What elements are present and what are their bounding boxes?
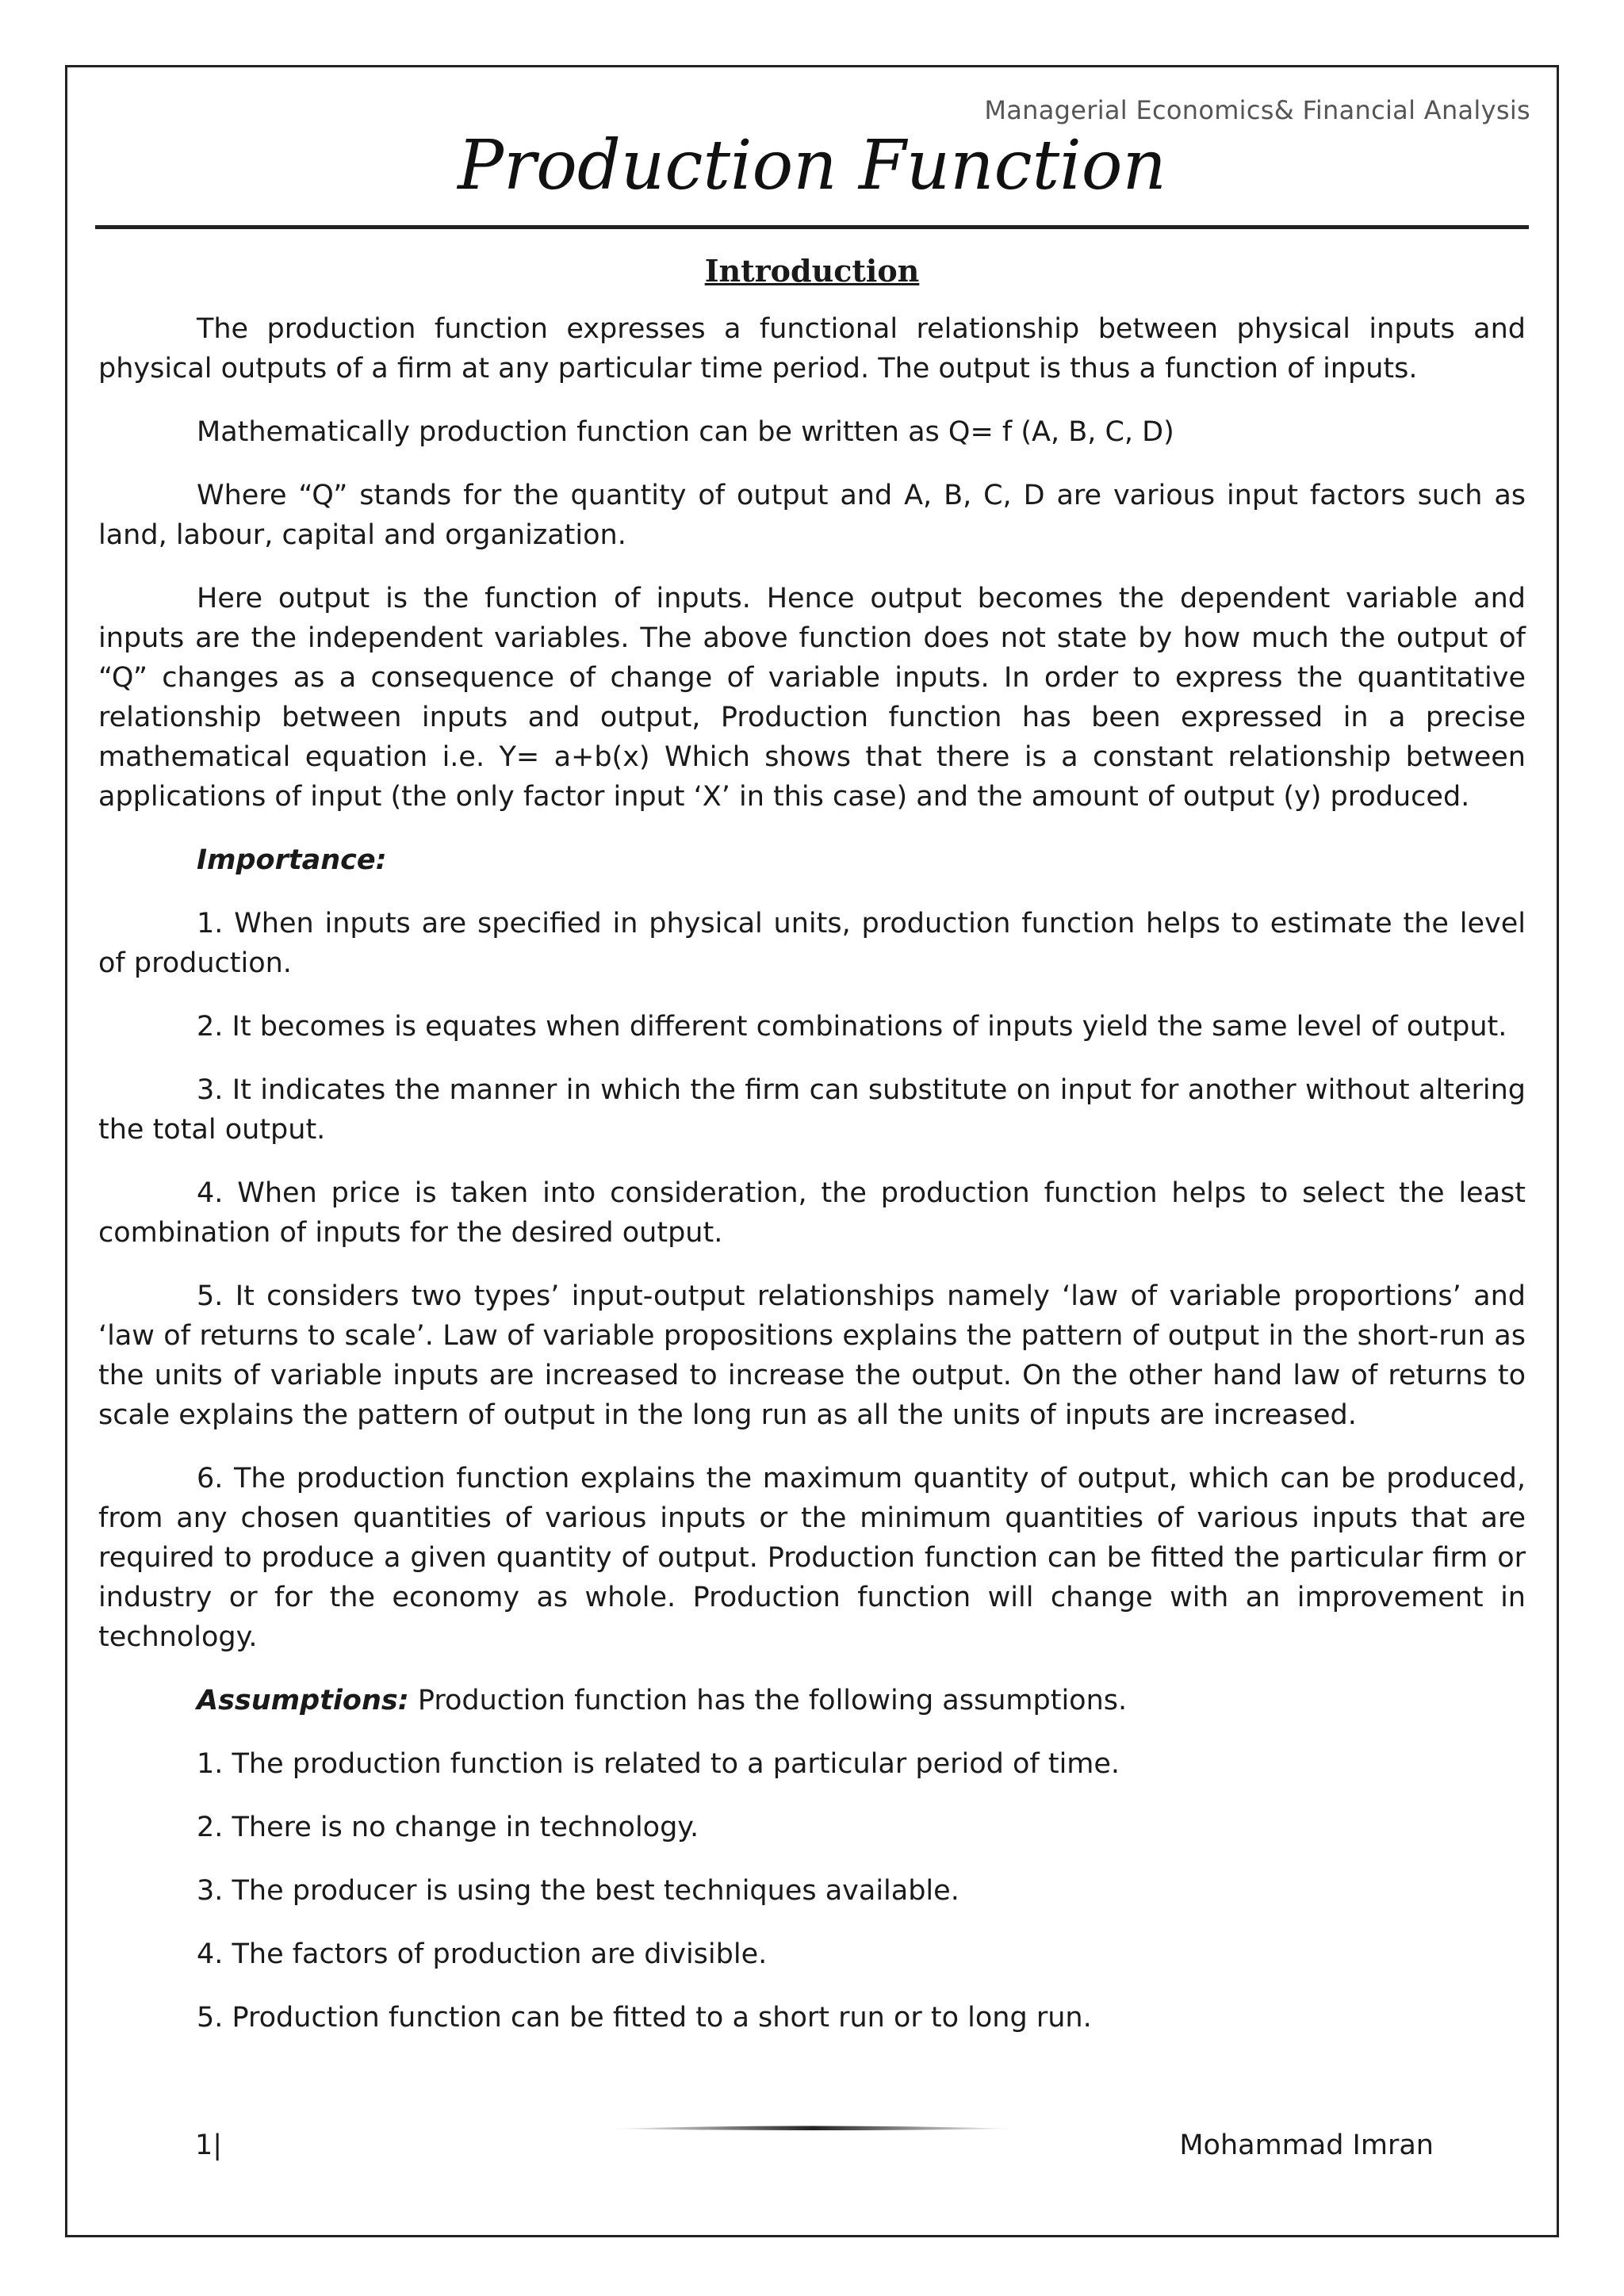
- assumptions-lead: Production function has the following assumptions.: [408, 1685, 1128, 1716]
- running-head: Managerial Economics& Financial Analysis: [984, 95, 1530, 125]
- assumption-item: 3. The producer is using the best techniques available.: [197, 1875, 959, 1907]
- document-body: [98, 247, 1526, 2061]
- document-title: Production Function: [458, 126, 1166, 205]
- assumption-item: 2. There is no change in technology.: [197, 1812, 699, 1843]
- intro-paragraph-1: The production function expresses a functional relationship between physical inputs and physical outputs of a firm at any particular time period. The output is thus a function of inputs.: [98, 313, 1526, 385]
- assumption-item: 5. Production function can be fitted to a short run or to long run.: [197, 2002, 1092, 2034]
- intro-paragraph-4: Here output is the function of inputs. Hence output becomes the dependent variable and inputs are the independent variables. The above function does not state by how much the output of “Q” changes as a consequence of change of variable inputs. In order to express the quantitative relationship between inputs and output, Production function has been expressed in a precise mathematical equation i.e. Y= a+b(x) Which shows that there is a constant relationship between applications of input (the only factor input ‘X’ in this case) and the amount of output (y) produced.: [98, 583, 1526, 813]
- assumptions-heading: Assumptions:: [197, 1685, 409, 1716]
- assumption-item: 4. The factors of production are divisible.: [197, 1938, 768, 1970]
- title-rule: [95, 225, 1529, 229]
- importance-item: 2. It becomes is equates when different combinations of inputs yield the same level of output.: [197, 1011, 1507, 1043]
- importance-heading: Importance:: [197, 844, 387, 876]
- importance-item: 6. The production function explains the maximum quantity of output, which can be produced, from any chosen quantities of various inputs or the minimum quantities of various inputs that are required to produce a given quantity of output. Production function can be fitted the particular firm or industry or for the economy as whole. Production function will change with an improvement in technology.: [98, 1463, 1526, 1653]
- footer-author: Mohammad Imran: [1179, 2130, 1434, 2161]
- assumptions-intro: [98, 1681, 1526, 1720]
- page-number: 1|: [195, 2130, 223, 2161]
- importance-item: 3. It indicates the manner in which the firm can substitute on input for another without altering the total output.: [98, 1074, 1526, 1146]
- importance-heading-line: [98, 840, 1526, 880]
- assumption-item: 1. The production function is related to a particular period of time.: [197, 1748, 1120, 1780]
- intro-formula-paragraph: Mathematically production function can be written as Q= f (A, B, C, D): [197, 416, 1174, 448]
- footer-ornament: [611, 2123, 1015, 2134]
- importance-item: 4. When price is taken into consideration, the production function helps to select the least combination of inputs for the desired output.: [98, 1177, 1526, 1249]
- importance-item: 1. When inputs are specified in physical units, production function helps to estimate the level of production.: [98, 908, 1526, 979]
- importance-item: 5. It considers two types’ input-output relationships namely ‘law of variable proportions’ and ‘law of returns to scale’. Law of variable propositions explains the pattern of output in the short-run as the units of variable inputs are increased to increase the output. On the other hand law of returns to scale explains the pattern of output in the long run as all the units of inputs are increased.: [98, 1280, 1526, 1431]
- introduction-heading: Introduction: [704, 253, 920, 289]
- intro-paragraph-3: Where “Q” stands for the quantity of output and A, B, C, D are various input factors such as land, labour, capital and organization.: [98, 480, 1526, 551]
